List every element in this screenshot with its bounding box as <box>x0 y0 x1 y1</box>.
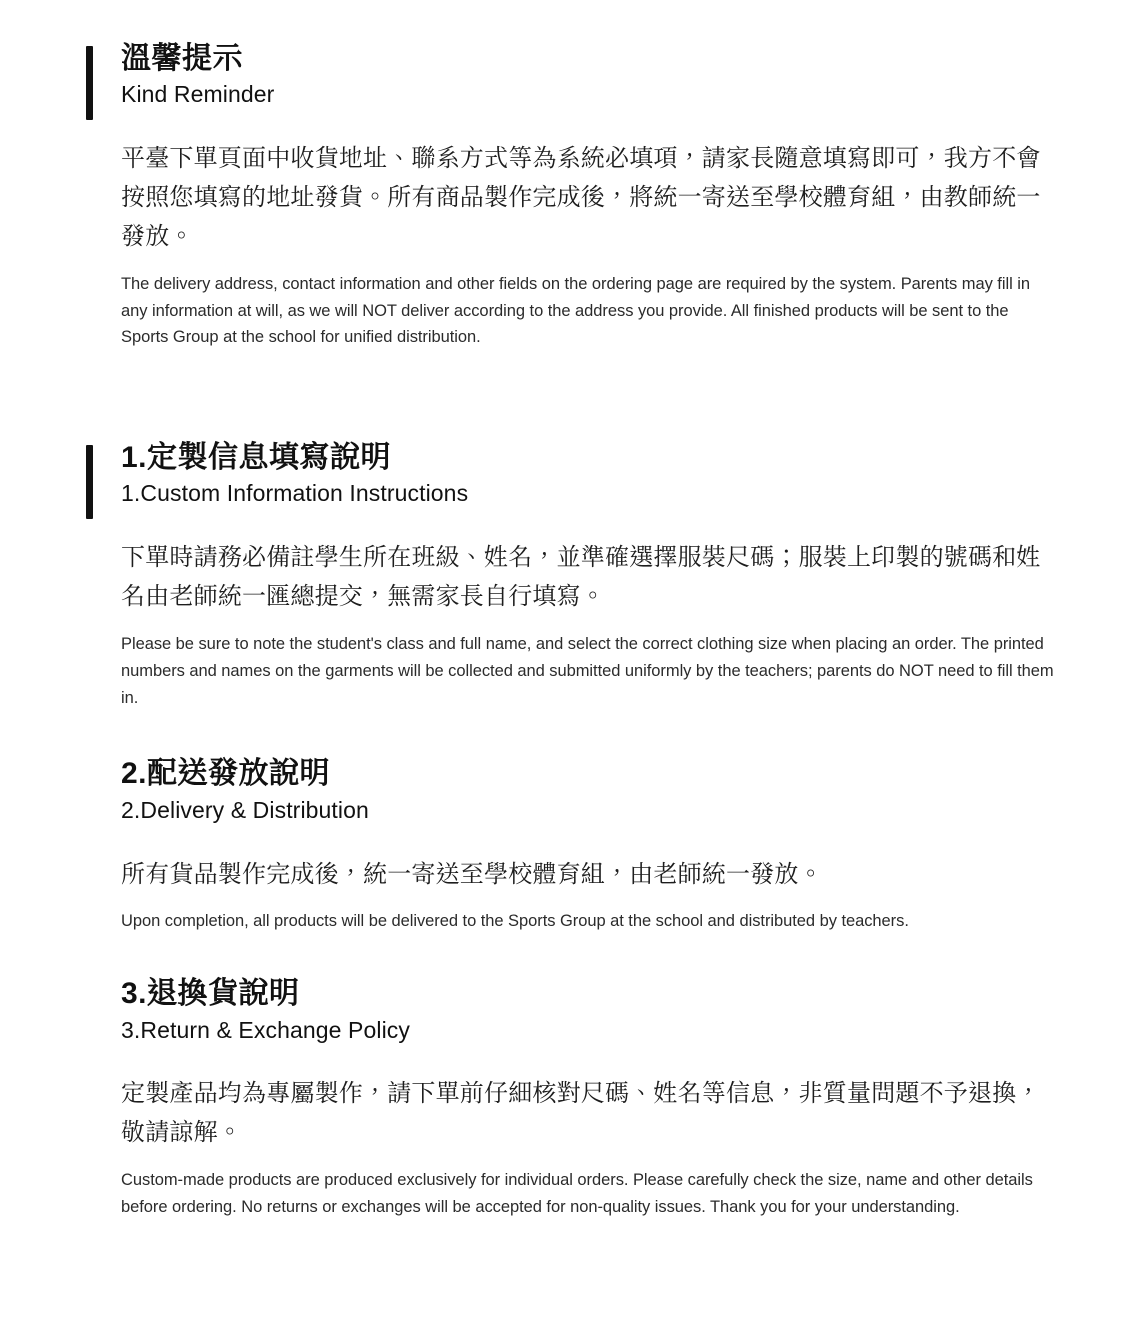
section-heading-cn: 溫馨提示 <box>121 42 243 75</box>
section-body-en: Upon completion, all products will be delivered to the Sports Group at the school and distributed by teachers. <box>121 912 909 931</box>
section-body-en: Custom-made products are produced exclusively for individual orders. Please carefully check the size, name and other details before ordering. No returns or exchanges will be accepted for non-quality issues. Thank you for your understanding. <box>121 1171 1033 1216</box>
section-heading-cn: 3.退換貨說明 <box>121 977 300 1011</box>
section-heading-en: 1.Custom Information Instructions <box>121 480 469 507</box>
accent-bar <box>86 46 93 120</box>
section-heading <box>86 975 1054 1045</box>
section-heading-en: 2.Delivery & Distribution <box>121 796 369 823</box>
section-heading <box>86 755 1054 825</box>
section-heading <box>86 439 1054 509</box>
section-body <box>86 140 1054 351</box>
section-heading-cn: 2.配送發放說明 <box>121 757 331 791</box>
section-body-cn: 平臺下單頁面中收貨地址、聯系方式等為系統必填項，請家長隨意填寫即可，我方不會按照您填寫的地址發貨。所有商品製作完成後，將統一寄送至學校體育組，由教師統一發放。 <box>121 145 1041 251</box>
section-body-cn: 下單時請務必備註學生所在班級、姓名，並準確選擇服裝尺碼；服裝上印製的號碼和姓名由老師統一匯總提交，無需家長自行填寫。 <box>121 544 1041 611</box>
section-body <box>86 1075 1054 1220</box>
section-heading-en: Kind Reminder <box>121 81 275 108</box>
section-return-exchange-policy <box>86 975 1054 1220</box>
accent-bar <box>86 445 93 519</box>
section-heading-cn: 1.定製信息填寫說明 <box>121 441 392 475</box>
section-heading-en: 3.Return & Exchange Policy <box>121 1016 410 1043</box>
section-body <box>86 856 1054 936</box>
section-body-cn: 所有貨品製作完成後，統一寄送至學校體育組，由老師統一發放。 <box>121 860 823 888</box>
section-delivery-distribution <box>86 755 1054 935</box>
section-body-en: Please be sure to note the student's class and full name, and select the correct clothing size when placing an order. The printed numbers and names on the garments will be collected and submitted uniformly by the teachers; parents do NOT need to fill them in. <box>121 635 1054 707</box>
section-body-cn: 定製產品均為專屬製作，請下單前仔細核對尺碼、姓名等信息，非質量問題不予退換，敬請諒解。 <box>121 1080 1041 1147</box>
section-kind-reminder <box>86 40 1054 351</box>
section-body-en: The delivery address, contact information and other fields on the ordering page are required by the system. Parents may fill in any information at will, as we will NOT deliver according to the address you provide. All finished products will be sent to the Sports Group at the school for unified distribution. <box>121 274 1030 347</box>
section-custom-information-instructions <box>86 439 1054 711</box>
section-heading <box>86 40 1054 110</box>
section-body <box>86 539 1054 711</box>
